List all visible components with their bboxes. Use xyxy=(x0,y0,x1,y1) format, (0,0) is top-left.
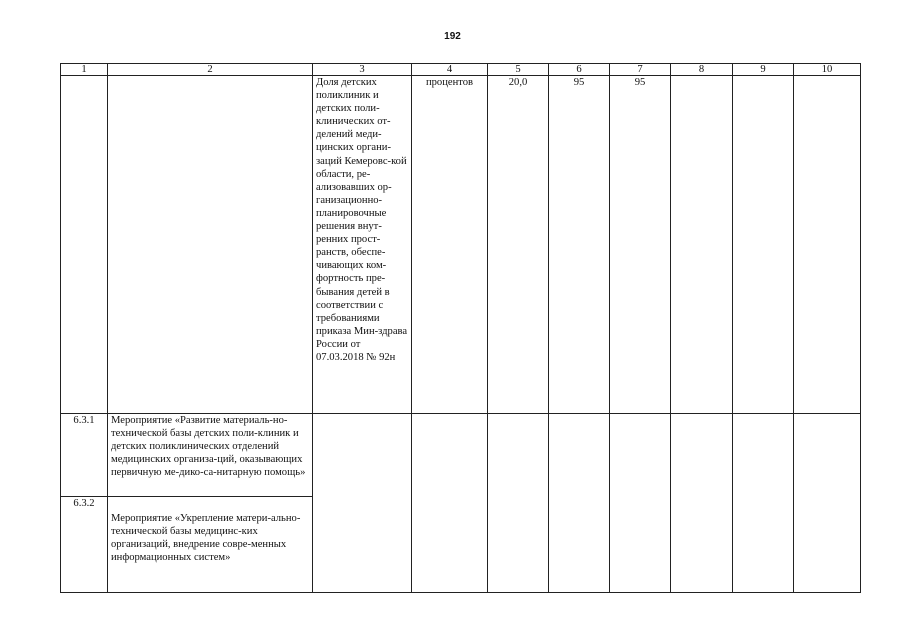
activity-number-cell: 6.3.2 xyxy=(61,497,108,593)
data-table xyxy=(60,63,861,593)
merged-cell-9 xyxy=(733,414,794,593)
merged-cell-4 xyxy=(412,414,488,593)
activity-name-cell xyxy=(108,497,313,593)
indicator-name-cell: Доля детских поликлиник и детских поли-клинических от-делений меди-цинских органи-заций Кемеровс-кой области, ре-ализовавших ор-ганизационно-планировочные решения внут-ренних прост-ранств, обеспе-чивающих ком-фортность пре-бывания детей в соответствии с требованиями приказа Мин-здрава России от 07.03.2018 № 92н xyxy=(313,76,412,414)
header-row xyxy=(61,64,861,76)
page-number: 192 xyxy=(444,31,461,42)
header-cell-1: 1 xyxy=(61,64,108,76)
header-cell-9: 9 xyxy=(733,64,794,76)
value-cell-6: 95 xyxy=(549,76,610,414)
header-cell-5: 5 xyxy=(488,64,549,76)
row1-name-cell xyxy=(108,76,313,414)
header-cell-7: 7 xyxy=(610,64,671,76)
merged-cell-5 xyxy=(488,414,549,593)
value-cell-9 xyxy=(733,76,794,414)
row1-number-cell xyxy=(61,76,108,414)
activity-number-cell: 6.3.1 xyxy=(61,414,108,497)
base-value-cell: 20,0 xyxy=(488,76,549,414)
table-row xyxy=(61,414,861,497)
table-row xyxy=(61,76,861,414)
activity-name-cell: Мероприятие «Развитие материаль-но-технической базы детских поли-клиник и детских поликлинических отделений медицинских организа-ций, оказывающих первичную ме-дико-са-нитарную помощь» xyxy=(108,414,313,497)
header-cell-3: 3 xyxy=(313,64,412,76)
header-cell-8: 8 xyxy=(671,64,733,76)
value-cell-10 xyxy=(794,76,861,414)
value-cell-8 xyxy=(671,76,733,414)
merged-cell-10 xyxy=(794,414,861,593)
merged-cell-6 xyxy=(549,414,610,593)
merged-cell-7 xyxy=(610,414,671,593)
merged-cell-3 xyxy=(313,414,412,593)
value-cell-7: 95 xyxy=(610,76,671,414)
activity-name-text: Мероприятие «Укрепление матери-ально-технической базы медицинс-ких организаций, внедрение совре-менных информационных систем» xyxy=(111,513,301,564)
unit-cell: процентов xyxy=(412,76,488,414)
header-cell-6: 6 xyxy=(549,64,610,76)
header-cell-4: 4 xyxy=(412,64,488,76)
merged-cell-8 xyxy=(671,414,733,593)
header-cell-10: 10 xyxy=(794,64,861,76)
header-cell-2: 2 xyxy=(108,64,313,76)
